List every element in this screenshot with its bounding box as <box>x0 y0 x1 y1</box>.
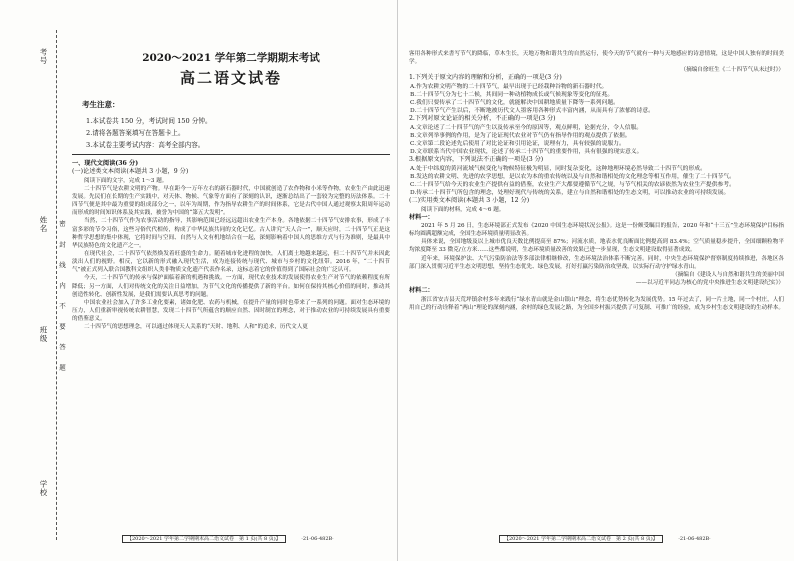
questions-block <box>409 50 784 312</box>
subsection-heading: (一)论述类文本阅读(本题共 3 小题，9 分) <box>72 168 189 176</box>
notes-heading: 考生注意： <box>82 100 120 109</box>
instruction: 阅读下面的文字，完成 1～3 题。 <box>84 177 168 184</box>
section-reading <box>72 160 390 332</box>
q2-option-b: B.文章列举事例的作用，是为了论证现代农业对节气仍有指导作用的观点提供了依据。 <box>410 132 631 139</box>
question-1: 1.下列关于原文内容的理解和分析，正确的一项是(3 分) <box>409 74 562 82</box>
material-paragraph: 近年来，环境保护法、大气污染防治法等多部法律相继修改，生态环境法治体系不断完善。同时，中央生态环境保护督察制度持续推进，各地区各部门深入贯彻习近平生态文明思想，坚持生态优先、绿色发展，打好打赢污染防治攻坚战，以实际行动守护绿水青山。 <box>409 255 784 270</box>
article-paragraph: 二十四节气是农耕文明的产物。早在距今一万年左右的新石器时代，中国就创造了农作物和小米等作物，农业生产由此迅速发展。先民们在长期的生产实践中，对天体、物候、气象等方面有了深刻的认识，逐渐总结出了一套较为完整的历法体系。二十四节气便是其中最为重要的组成部分之一，以年为周期，作为指导农耕生产的时间体系，它是古代中国人通过观察太阳周年运动而形成的时间知识体系及其实践，被誉为中国的“第五大发明”。 <box>72 185 390 217</box>
article-paragraph: 二十四节气的思想理念，可以通过体现天人关系的“天时、地利、人和”的追求，历代文人更 <box>84 324 308 331</box>
q3-option-c: C.二十四节气给今天的农业生产提供有益的借鉴，农业生产大都要遵循节气之规，与节气相关的农谚依然为农业生产提供参考。 <box>410 181 735 188</box>
seal-dashed-line <box>56 30 57 540</box>
instruction: 阅读下面的材料，完成 4～6 题。 <box>421 206 505 213</box>
material-source: ——以习近平同志为核心的党中央推进生态文明建设纪实》） <box>635 280 784 287</box>
question-3: 3.根据原文内容，下列说法不正确的一项是(3 分) <box>409 156 544 164</box>
divider <box>72 154 390 155</box>
article-paragraph: 在现代社会，二十四节气依然焕发着旺盛的生命力。随着城市化进程的加快，人们离土地越来越远，但二十四节气并未因此淡出人们的视野。相反，它以新的形式融入现代生活，成为连接传统与现代、城市与乡村的文化纽带。2016 年，“二十四节气”被正式列入联合国教科文组织人类非物质文化遗产代表作名录，这标志着它的价值得到了国际社会的广泛认可。 <box>72 251 390 274</box>
q2-option-c: C.文章第二段论述先后使用了对比论证和引用论证，说理有力，具有较强的说服力。 <box>410 141 625 147</box>
material-label: 材料二： <box>409 287 434 295</box>
exam-no-label: 考号 <box>39 48 48 65</box>
exam-title: 2020～2021 学年第二学期期末考试 <box>142 52 320 64</box>
q3-option-d: D.传承二十四节气所包含的理念，处理好现代与传统的关系，建立与自然和谐相处的生态文明，可以推动农业的可持续发展。 <box>410 190 730 197</box>
article-ending: 客用各种形式来書写节气的降临，草木生长，天地万物和谐共生的自然运行，使今天的节气就有一种与天地感应的诗意情境，这是中国人独有的时间美学。 <box>409 51 784 66</box>
footer-page-info: 【2020～2021 学年第二学期期末高二语文试卷 第 2 页(共 8 页)】 <box>499 535 663 543</box>
material-label: 材料一： <box>409 213 434 221</box>
seal-line-text: 密 封 线 内 不 要 答 题 <box>58 220 66 377</box>
school-label: 学校 <box>39 480 48 497</box>
material-paragraph: 浙江省安吉县天荒坪镇余村多年来践行“绿水青山就是金山银山”理念，将生态优势转化为发展优势。15 年过去了，同一片土地，同一个村庄，人们用自己的行动诠释着“两山”理论的深刻内涵，余村的绿色发展之路，为全国乡村振兴提供了可复制、可推广的经验，成为乡村生态文明建设的生动样本。 <box>409 296 784 311</box>
q1-option-c: C.我们只要传承了二十四节气的文化，就能解决中国耕地质量下降等一系列问题。 <box>410 100 619 107</box>
footer-code: ·21-06-482B· <box>678 536 711 542</box>
name-label: 姓名 <box>39 216 48 233</box>
page-footer <box>122 535 334 542</box>
q3-option-a: A.处于中纬度的黄河流域气候变化与物候特征极为明显，同时复杂变化，这种地理环境必然导致二十四节气的形成。 <box>410 165 706 172</box>
class-label: 班级 <box>39 326 48 343</box>
footer-code: ·21-06-482B· <box>301 536 334 542</box>
section-heading: 一、现代文阅读(36 分) <box>72 160 139 167</box>
article-paragraph: 当然，二十四节气作为农事活动的指导，其影响范围已经远远超出农业生产本身。各地依据二十四节气安排农事，形成了丰富多彩的节令习俗，这些习俗代代相传，构成了中华民族共同的文化记忆。古人讲究“天人合一”，顺天应时，二十四节气正是这种哲学思想的集中体现，它将时间与空间、自然与人文有机地结合在一起，深刻影响着中国人的思维方式与行为准则，是最具中华民族特色的文化遗产之一。 <box>72 218 390 249</box>
q1-option-d: D.二十四节气产生以后，不断地被历代文人墨客用各种形式丰富内涵，从而具有了浓郁的诗意。 <box>410 108 654 115</box>
q2-option-a: A.文章论述了二十四节气的产生以及传承至今的原因等，观点鲜明，论据充分，令人信服。 <box>410 124 643 131</box>
article-paragraph: 中国农业社会加入了许多工业化要素，诸如化肥、农药与机械，在提升产量的同时也带来了一系列的问题。面对生态环境的压力，人们重新审视传统农耕智慧，发现二十四节气所蕴含的顺应自然、因时制宜的理念，对于推动农业的可持续发展具有重要的借鉴意义。 <box>72 299 390 323</box>
subsection-heading: (二)实用类文本阅读(本题共 3 小题，12 分) <box>409 197 530 205</box>
page-footer <box>499 535 711 542</box>
note-item: 1.本试卷共 150 分，考试时间 150 分钟。 <box>86 117 212 125</box>
q1-option-a: A.作为农耕文明产物的二十四节气，最早出现于已经栽种谷物的新石器时代。 <box>410 83 608 90</box>
footer-page-info: 【2020～2021 学年第二学期期末高二语文试卷 第 1 页(共 8 页)】 <box>122 535 286 543</box>
material-paragraph: 2021 年 5 月 26 日，生态环境部正式发布《2020 中国生态环境状况公报》。这是一份颇受瞩目的报告，2020 年和“十三五”生态环境保护目标指标均圆满超额完成，全国生态环境质量明显改善。 <box>409 222 784 238</box>
article-source: （摘编自徐旺生《二十四节气从未过时》） <box>680 67 784 74</box>
question-2: 2.下列对原文论证的相关分析，不正确的一项是(3 分) <box>409 115 556 123</box>
q2-option-d: D.文章联系当代中国农业现状，论述了传承二十四节气的重要作用，具有很强的现实意义。 <box>410 149 643 156</box>
binding-margin <box>0 0 68 561</box>
q1-option-b: B.二十四节气分为七十二候，其间同一种动植物成长或气候现象等变化的征兆。 <box>410 91 614 98</box>
q3-option-b: B.发达的农耕文明、先进的农学思想，是以农为本的重农传统以及与自然和谐相处的文化理念等相互作用，催生了二十四节气。 <box>410 173 735 180</box>
right-page <box>397 0 794 561</box>
main-title: 高二语文试卷 <box>179 69 282 87</box>
note-item: 3.本试卷主要考试内容：高考全部内容。 <box>86 141 205 149</box>
note-item: 2.请将各题答案填写在答题卡上。 <box>86 129 185 137</box>
material-source: （摘编自《建设人与自然和谐共生的美丽中国 <box>672 271 784 278</box>
material-paragraph: 具体来说，全国地级及以上城市优良天数比例提高至 87%；河流水质，地表水优良断面比例提高到 83.4%；空气质量稳步提升，全国细颗粒物平均浓度降至 33 微克/立方米……这些都说明，生态环境质量改善的效果已进一步显现，生态文明建设取得显著成效。 <box>409 239 784 254</box>
article-paragraph: 今天，二十四节气的传承与保护面临着新的机遇和挑战。一方面，现代农业技术的发展使得农业生产对节气的依赖程度有所降低；另一方面，人们对传统文化的关注日益增加，为节气文化的传播提供了新的平台。如何在保持其核心价值的同时，推动其创造性转化、创新性发展，是我们需要认真思考的问题。 <box>72 275 390 298</box>
